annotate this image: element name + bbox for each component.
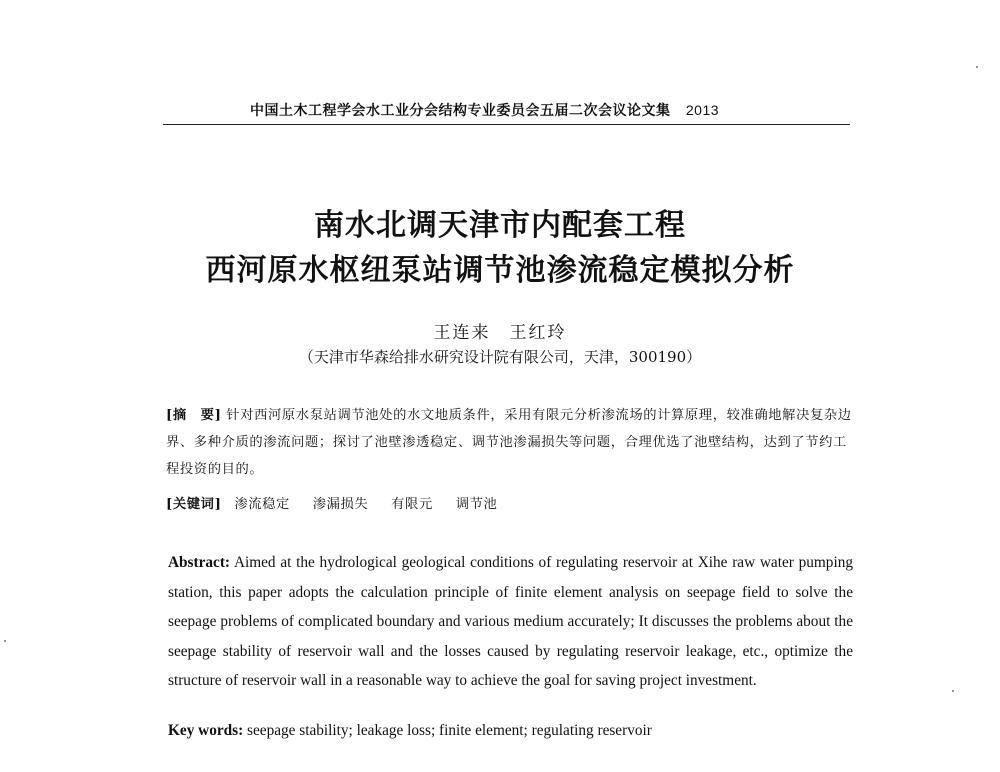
chinese-abstract-label: [摘 要] [166,408,222,423]
title-line-2: 西河原水枢纽泵站调节池渗流稳定模拟分析 [205,253,795,288]
title-line-1: 南水北调天津市内配套工程 [314,208,686,243]
chinese-keywords-label: [关键词] [166,497,222,512]
author-affiliation: （天津市华森给排水研究设计院有限公司，天津，300190） [298,348,702,366]
scan-speck [4,640,6,642]
scan-speck [976,66,978,68]
english-keywords [168,722,853,740]
chinese-keywords [166,493,856,512]
english-keywords-label: Key words: [168,722,244,739]
chinese-keyword: 渗流稳定 [234,497,290,512]
header-rule [163,124,850,125]
chinese-abstract [166,402,856,483]
chinese-keyword: 有限元 [391,497,433,512]
english-keywords-text: seepage stability; leakage loss; finite element; regulating reservoir [247,722,652,739]
english-abstract-text: Aimed at the hydrological geological conditions of regulating reservoir at Xihe raw water pumping station, this paper adopts the calculation principle of finite element analysis on seepage field to solve the seepage problems of complicated boundary and various medium accurately; It discusses the problems about the seepage stability of reservoir wall and the losses caused by regulating reservoir leakage, etc., optimize the structure of reservoir wall in a reasonable way to achieve the goal for saving project investment. [168,554,853,690]
chinese-abstract-text: 针对西河原水泵站调节池处的水文地质条件，采用有限元分析渗流场的计算原理，较准确地解决复杂边界、多种介质的渗流问题；探讨了池壁渗透稳定、调节池渗漏损失等问题，合理优选了池壁结构，达到了节约工程投资的目的。 [166,408,852,477]
running-header [250,100,850,120]
header-year: 2013 [685,102,720,118]
author-names: 王连来 王红玲 [433,323,567,343]
chinese-keyword: 调节池 [455,497,498,512]
english-abstract-label: Abstract: [168,554,231,571]
english-abstract [168,548,853,696]
header-text: 中国土木工程学会水工业分会结构专业委员会五届二次会议论文集 [250,103,671,119]
chinese-keyword: 渗漏损失 [312,497,369,512]
scan-speck [952,690,954,692]
